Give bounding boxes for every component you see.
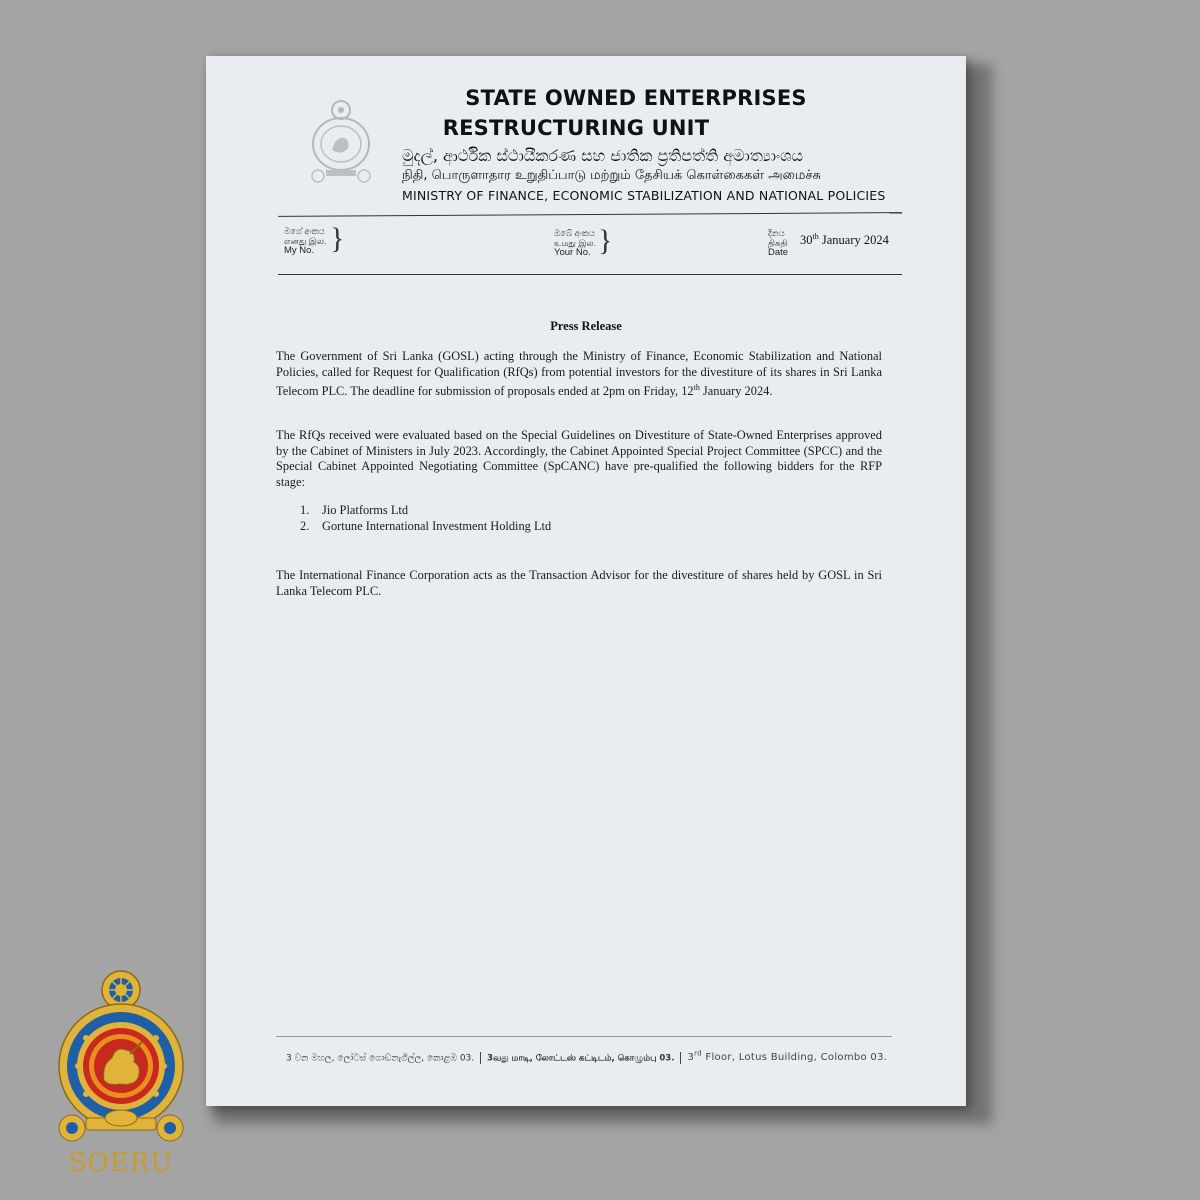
your-no-field: [554, 228, 596, 258]
unit-title-line1: STATE OWNED ENTERPRISES: [465, 86, 807, 110]
footer-address: [286, 1050, 896, 1064]
date-label-ta: திகதி: [768, 238, 788, 248]
date-label-si: දිනය: [768, 228, 785, 238]
ministry-name-sinhala: මුදල්, ආර්ථික ස්ථායීකරණ සහ ජාතික ප්‍රතිපත්ති අමාත්‍යාංශය: [402, 146, 804, 165]
paragraph-1: The Government of Sri Lanka (GOSL) acting through the Ministry of Finance, Economic Stabilization and National Policies, called for Request for Qualification (RfQs) from potential investors for the divestiture of its shares in Sri Lanka Telecom PLC. The deadline for submission of proposals ended at 2pm on Friday, 12th January 2024.: [276, 349, 882, 399]
date-value: 30th January 2024: [800, 232, 889, 248]
footer-rule: [276, 1036, 892, 1037]
footer-address-sinhala: 3 වන මහල, ලෝටස් ගොඩනැගිල්ල, කොළඹ 03.: [286, 1053, 475, 1064]
my-no-label-ta: எனது இல.: [284, 236, 327, 246]
paragraph-3: The International Finance Corporation acts as the Transaction Advisor for the divestiture of shares held by GOSL in Sri Lanka Telecom PLC.: [276, 568, 882, 598]
soeru-logo-text: SOERU: [68, 1148, 174, 1178]
your-no-label-si: ඔබේ අංකය: [554, 228, 595, 238]
footer-address-english: 3rd Floor, Lotus Building, Colombo 03.: [687, 1050, 888, 1064]
list-item: 1. Jio Platforms Ltd: [300, 503, 409, 517]
soeru-emblem-logo: [56, 968, 186, 1154]
my-no-label-si: මගේ අංකය: [284, 226, 325, 236]
ministry-name-english: MINISTRY OF FINANCE, ECONOMIC STABILIZATION AND NATIONAL POLICIES: [402, 188, 886, 203]
my-no-label-en: My No.: [284, 245, 315, 256]
date-label-en: Date: [768, 247, 789, 258]
your-no-brace: }: [598, 224, 613, 257]
header-rule-top: [278, 212, 902, 217]
your-no-label-en: Your No.: [554, 247, 591, 258]
press-release-document: [206, 56, 966, 1106]
header-rule-bottom: [278, 274, 902, 275]
sri-lanka-emblem-icon: [306, 96, 376, 186]
list-item: 2. Gortune International Investment Holding Ltd: [300, 519, 552, 533]
ministry-name-tamil: நிதி, பொருளாதார உறுதிப்பாடு மற்றும் தேசியக் கொள்கைகள் அமைச்சு: [402, 168, 822, 183]
my-no-brace: }: [330, 222, 345, 255]
footer-address-tamil: 3வது மாடி, லோட்டஸ் கட்டிடம், கொழும்பு 03.: [487, 1053, 675, 1064]
your-no-label-ta: உமது இல.: [554, 238, 596, 248]
date-field: [768, 228, 788, 258]
bidders-list: [300, 502, 551, 534]
my-no-field: [284, 226, 326, 256]
press-release-title: Press Release: [550, 319, 622, 333]
unit-title-line2: RESTRUCTURING UNIT: [442, 116, 710, 140]
paragraph-2: The RfQs received were evaluated based on the Special Guidelines on Divestiture of State-Owned Enterprises approved by the Cabinet of Ministers in July 2023. Accordingly, the Cabinet Appointed Special Project Committee (SPCC) and the Special Cabinet Appointed Negotiating Committee (SpCANC) have pre-qualified the following bidders for the RFP stage:: [276, 428, 882, 489]
